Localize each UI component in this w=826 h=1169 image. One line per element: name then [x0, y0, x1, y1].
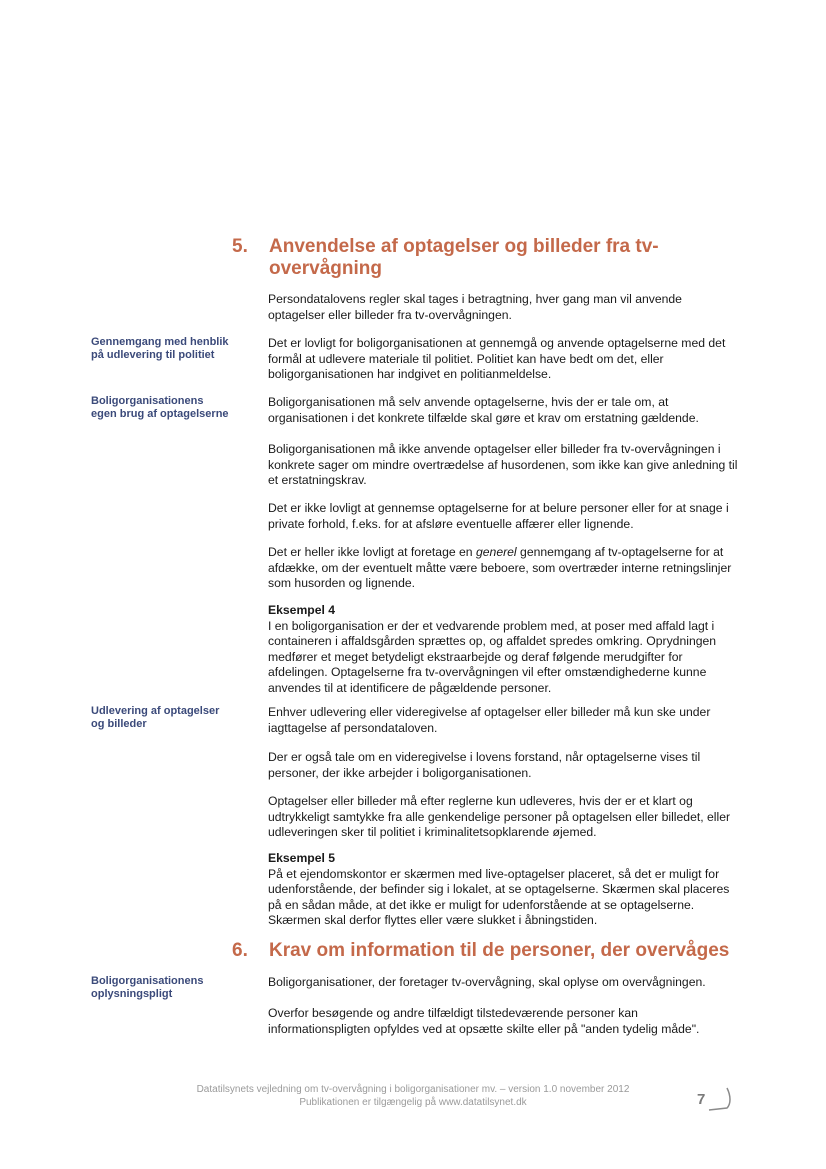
paragraph-own-use: Boligorganisationen må selv anvende optagelserne, hvis der er tale om, at organisationen i det konkrete tilfælde skal gøre et krav om erstatning gældende. — [268, 395, 699, 425]
example-4-title: Eksempel 4 — [268, 603, 336, 617]
example-5-title: Eksempel 5 — [268, 851, 336, 865]
footer-line-2: Publikationen er tilgængelig på www.datatilsynet.dk — [299, 1097, 527, 1108]
paragraph-general-review-emphasis: generel — [475, 545, 517, 559]
margin-note-own-use: Boligorganisationens egen brug af optagelserne — [91, 395, 229, 420]
margin-note-police: Gennemgang med henblik på udlevering til politiet — [91, 336, 229, 361]
paragraph-police: Det er lovligt for boligorganisationen at gennemgå og anvende optagelserne med det formål at udlevere materiale til politiet. Politiet kan have bedt om det, eller boligorganisationen har indgivet en politianmeldelse. — [268, 336, 726, 381]
section-6-number: 6. — [232, 940, 248, 961]
section-5-number: 5. — [232, 236, 248, 257]
page-number: 7 — [697, 1091, 706, 1108]
section-6-title: Krav om information til de personer, der overvåges — [269, 940, 730, 961]
margin-note-information-duty: Boligorganisationens oplysningspligt — [91, 975, 204, 1000]
example-5-text: På et ejendomskontor er skærmen med live-optagelser placeret, så det er muligt for udenforstående, der befinder sig i lokalet, at se optagelserne. Skærmen skal placeres på en sådan måde, at det ikke er muligt for udenforstående at se optagelserne. Skærmen skal derfor flyttes eller være slukket i åbningstiden. — [268, 866, 730, 927]
paragraph-snooping: Det er ikke lovligt at gennemse optagelserne for at belure personer eller for at snage i private forhold, f.eks. for at afsløre eventuelle affærer eller lignende. — [268, 501, 729, 531]
example-4 — [268, 603, 738, 696]
section-5-title: Anvendelse af optagelser og billeder fra tv-overvågning — [269, 236, 659, 279]
footer-line-1: Datatilsynets vejledning om tv-overvågning i boligorganisationer mv. – version 1.0 november 2012 — [196, 1084, 630, 1095]
example-4-text: I en boligorganisation er der et vedvarende problem med, at poser med affald lagt i containeren i affaldsgården sprættes op, og affaldet spredes omkring. Oprydningen medfører et meget betydeligt ekstraarbejde og deraf følgende merudgifter for afdelingen. Optagelserne fra tv-overvågningen vil efter omstændighederne kunne anvendes til at identificere de pågældende personer. — [268, 618, 717, 695]
paragraph-general-review-start: Det er heller ikke lovligt at foretage en — [268, 545, 476, 559]
paragraph-intro: Persondatalovens regler skal tages i betragtning, hver gang man vil anvende optagelser eller billeder fra tv-overvågningen. — [268, 292, 682, 322]
paragraph-information-duty: Boligorganisationer, der foretager tv-overvågning, skal oplyse om overvågningen. — [268, 975, 706, 989]
paragraph-showing: Der er også tale om en videregivelse i lovens forstand, når optagelserne vises til personer, der ikke arbejder i boligorganisationen. — [268, 750, 701, 780]
paragraph-general-review-end: gennemgang af tv-optagelserne for at afdække, om der eventuelt måtte være beboere, som overtræder interne retningslinjer som husorden og lignende. — [268, 545, 732, 590]
page-corner-icon — [705, 1086, 731, 1112]
paragraph-general-review — [268, 545, 738, 592]
paragraph-signs: Overfor besøgende og andre tilfældigt tilstedeværende personer kan informationspligten opfyldes ved at opsætte skilte eller på "anden tydelig måde". — [268, 1006, 700, 1036]
paragraph-disclosure: Enhver udlevering eller videregivelse af optagelser eller billeder må kun ske under iagttagelse af persondataloven. — [268, 705, 711, 735]
paragraph-minor-violations: Boligorganisationen må ikke anvende optagelser eller billeder fra tv-overvågningen i konkrete sager om mindre overtrædelse af husordenen, som ikke kan give anledning til et erstatningskrav. — [268, 442, 738, 487]
paragraph-consent: Optagelser eller billeder må efter reglerne kun udleveres, hvis der er et klart og udtrykkeligt samtykke fra alle genkendelige personer på optagelsen eller billedet, eller udleveringen sker til politiet i kriminalitetsopklarende øjemed. — [268, 794, 731, 839]
example-5 — [268, 851, 738, 929]
margin-note-disclosure: Udlevering af optagelser og billeder — [91, 705, 220, 730]
